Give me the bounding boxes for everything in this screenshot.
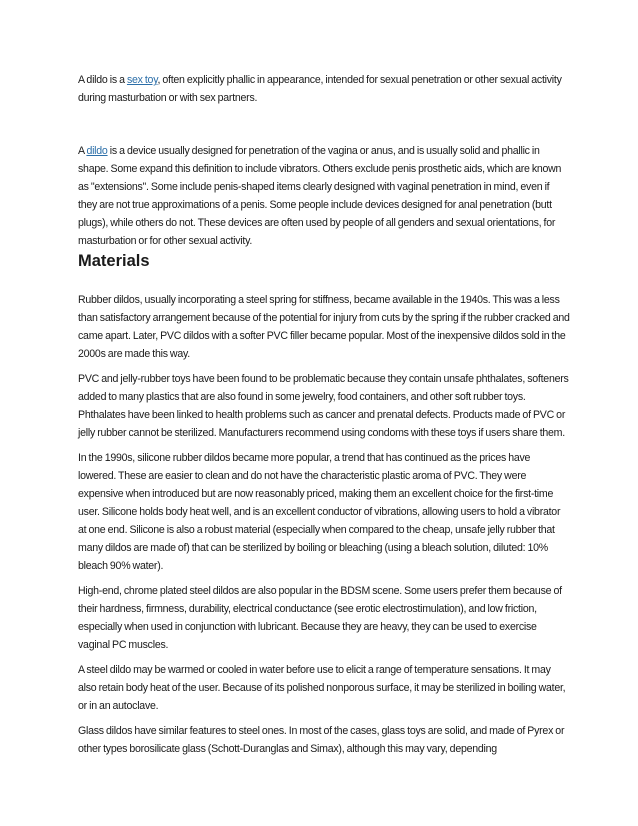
materials-paragraph-silicone: In the 1990s, silicone rubber dildos became more popular, a trend that has continued as the prices have lowered. These are easier to clean and do not have the characteristic plastic aroma of PVC. They were expensive when introduced but are now reasonably priced, making them an excellent choice for the first-time user. Silicone holds body heat well, and is an excellent conductor of vibrations, allowing users to hold a vibrator at one end. Silicone is also a robust material (especially when compared to the cheap, unsafe jelly rubber that many dildos are made of) that can be sterilized by boiling or bleaching (using a bleach solution, diluted: 10% bleach 90% water). (78, 452, 561, 572)
materials-heading: Materials (78, 252, 150, 270)
materials-section (78, 291, 570, 765)
intro2-text-after: is a device usually designed for penetration of the vagina or anus, and is usually solid and phallic in shape. Some expand this definition to include vibrators. Others exclude penis prosthetic aids, which are known as "extensions". Some include penis-shaped items clearly designed with vaginal penetration in mind, even if they are not true approximations of a penis. Some people include devices designed for anal penetration (butt plugs), while others do not. These devices are often used by people of all genders and sexual orientations, for masturbation or for other sexual activity. (78, 145, 562, 247)
materials-paragraph-rubber: Rubber dildos, usually incorporating a steel spring for stiffness, became available in the 1940s. This was a less than satisfactory arrangement because of the potential for injury from cuts by the spring if the rubber cracked and came apart. Later, PVC dildos with a softer PVC filler became popular. Most of the inexpensive dildos sold in the 2000s are made this way. (78, 294, 570, 360)
sex-toy-link[interactable]: sex toy (126, 74, 158, 86)
materials-paragraph-glass: Glass dildos have similar features to steel ones. In most of the cases, glass toys are solid, and made of Pyrex or other types borosilicate glass (Schott-Duranglas and Simax), although this may vary, depending (78, 725, 565, 755)
dildo-link[interactable]: dildo (86, 145, 108, 157)
materials-paragraph-pvc: PVC and jelly-rubber toys have been found to be problematic because they contain unsafe phthalates, softeners added to many plastics that are also found in some jewelry, food containers, and other soft rubber toys. Phthalates have been linked to health problems such as cancer and prenatal defects. Products made of PVC or jelly rubber cannot be sterilized. Manufacturers recommend using condoms with these toys if users share them. (78, 373, 569, 439)
materials-paragraph-chrome-steel: High-end, chrome plated steel dildos are also popular in the BDSM scene. Some users prefer them because of their hardness, firmness, durability, electrical conductance (see erotic electrostimulation), and low friction, especially when used in conjunction with lubricant. Because they are heavy, they can be used to exercise vaginal PC muscles. (78, 585, 562, 651)
intro-paragraph-2 (78, 142, 570, 250)
intro1-text-before: A dildo is a (78, 74, 127, 86)
materials-paragraph-steel-temperature: A steel dildo may be warmed or cooled in water before use to elicit a range of temperature sensations. It may also retain body heat of the user. Because of its polished nonporous surface, it may be sterilized in boiling water, or in an autoclave. (78, 664, 566, 712)
intro1-text-after: , often explicitly phallic in appearance, intended for sexual penetration or other sexual activity during masturbation or with sex partners. (78, 74, 562, 104)
intro-paragraph-1 (78, 71, 570, 107)
intro2-text-before: A (78, 145, 87, 157)
